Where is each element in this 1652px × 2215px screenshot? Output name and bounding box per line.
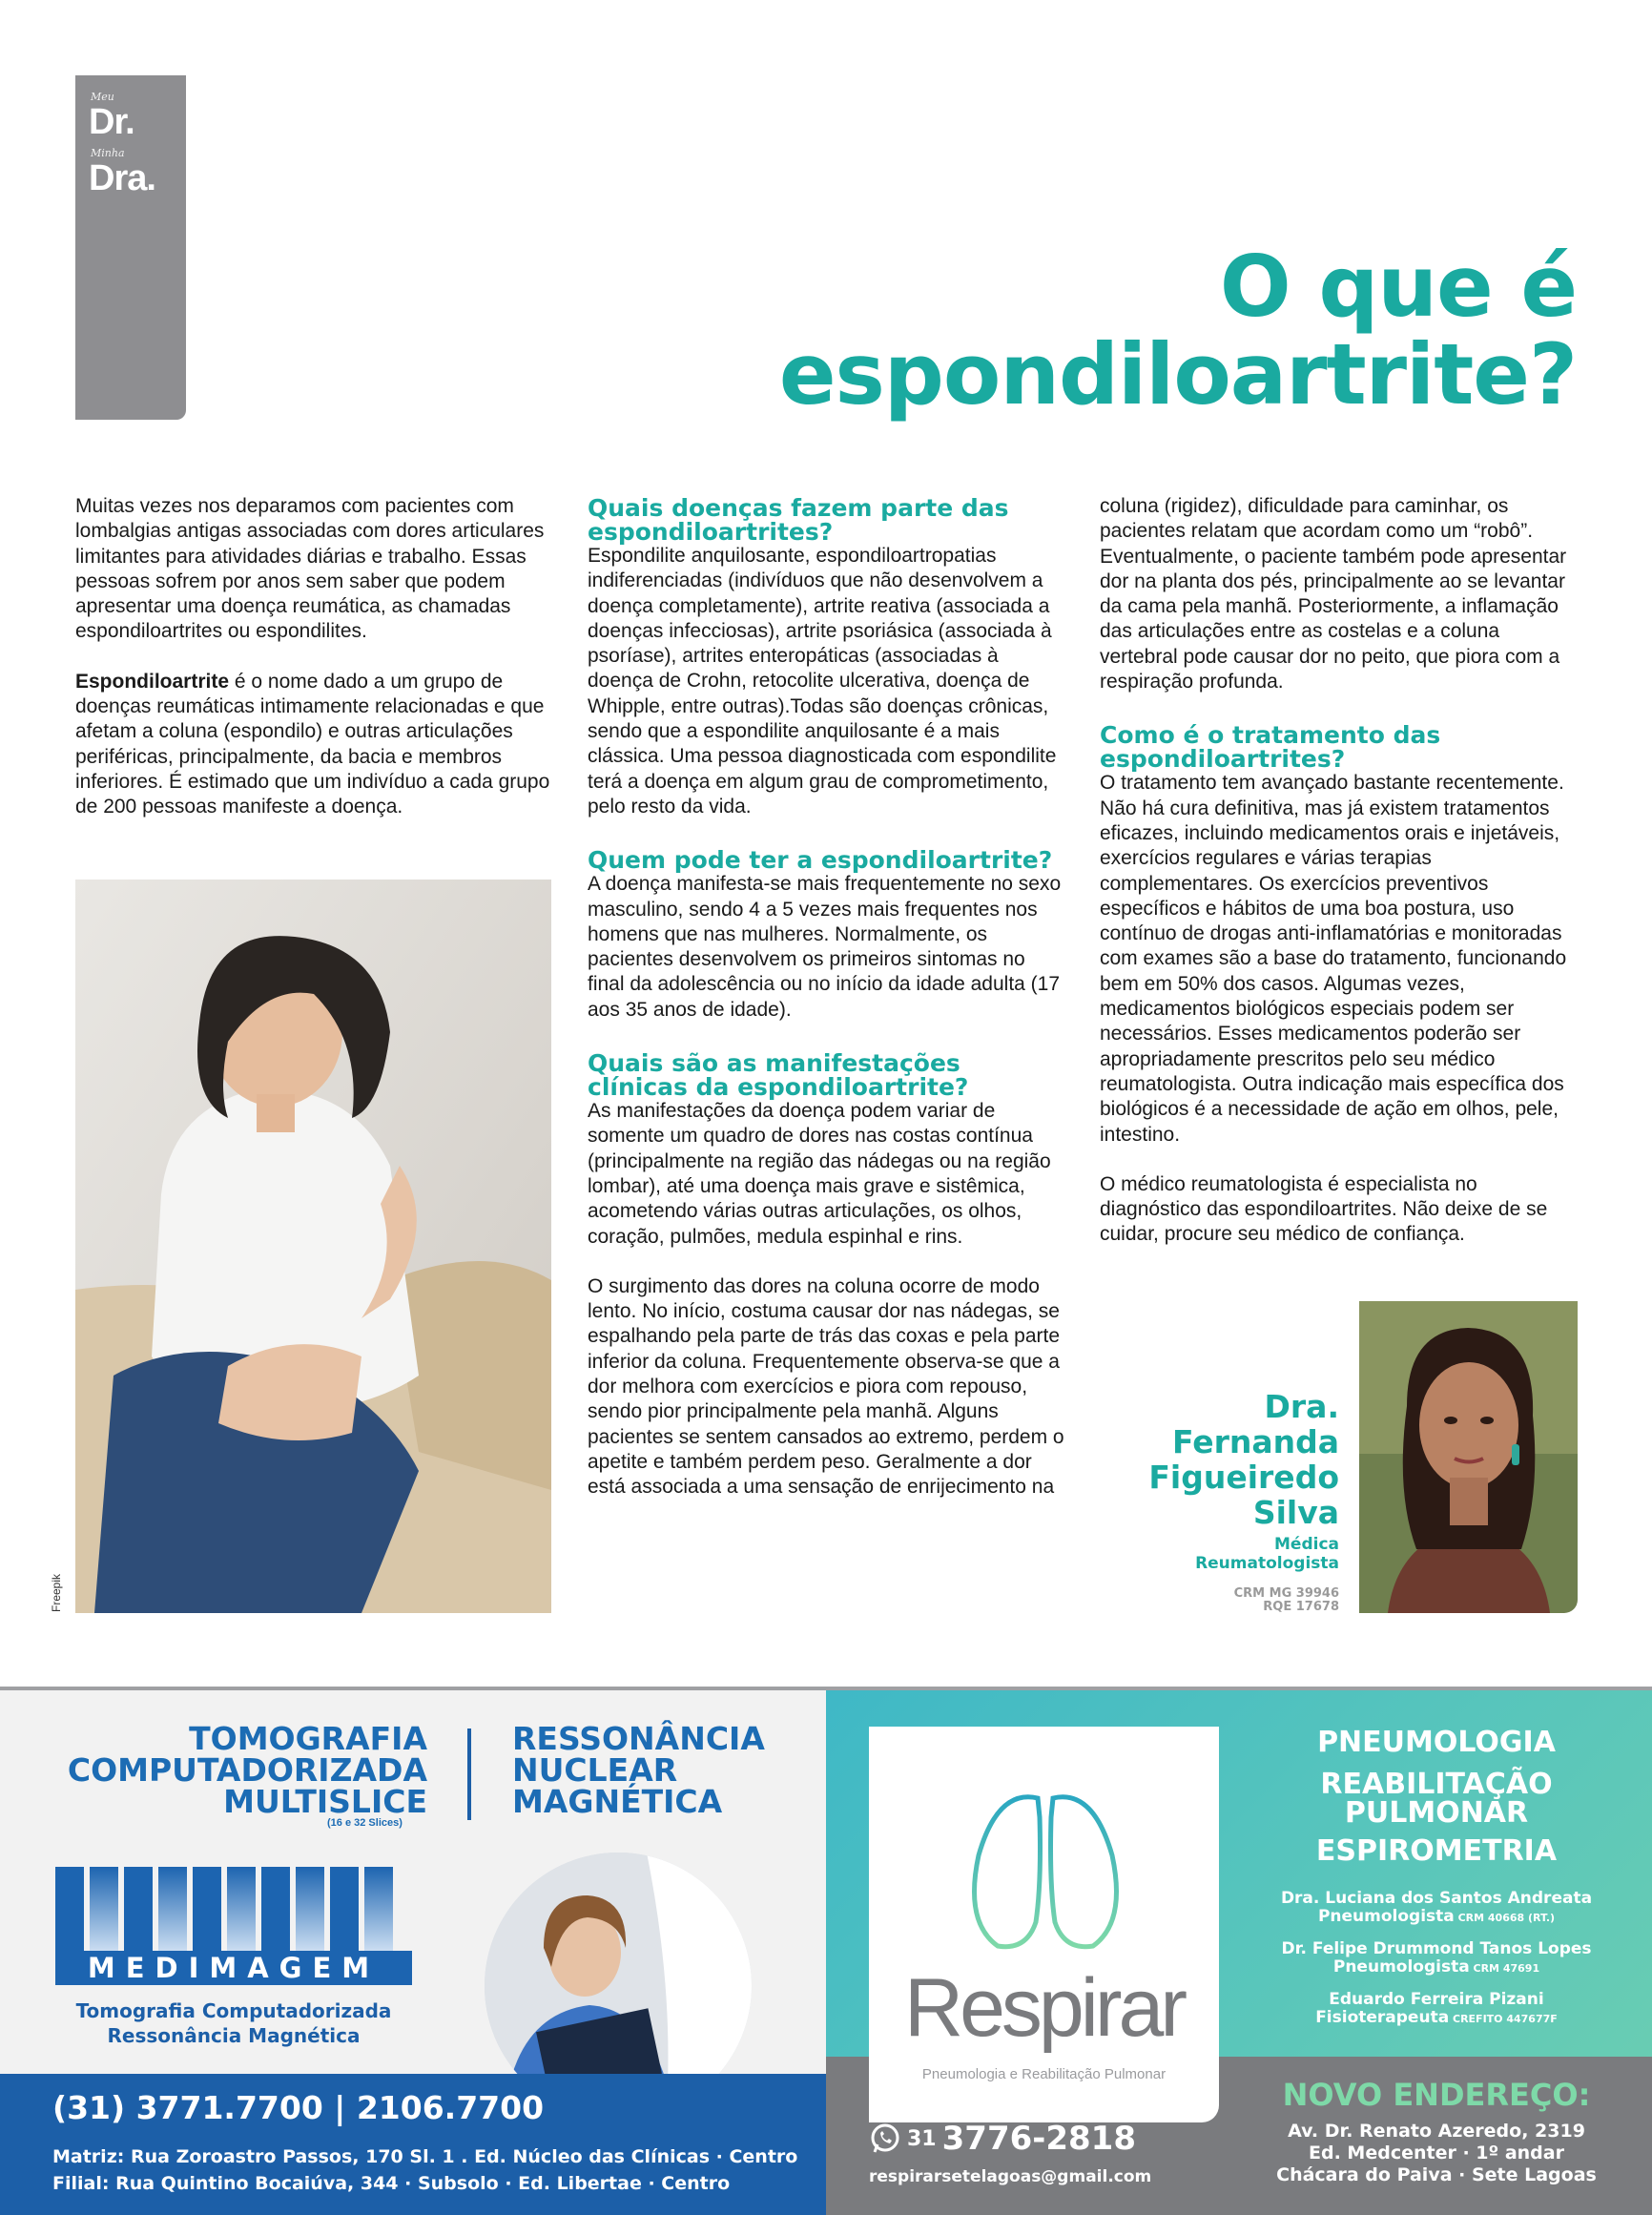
address-line: Ed. Medcenter · 1º andar [1309,2143,1564,2163]
medimagem-services [55,1998,412,2048]
new-address-heading: NOVO ENDEREÇO: [1282,2077,1591,2113]
doctor-name: Eduardo Ferreira Pizani [1329,1990,1544,2009]
author-name-line: Dra. [1264,1388,1339,1425]
doctor-role: Pneumologista [1332,1957,1470,1977]
doctor-role: Fisioterapeuta [1315,2008,1450,2027]
author-name-line: Figueiredo [1148,1459,1339,1496]
respirar-email: respirarsetelagoas@gmail.com [869,2167,1152,2186]
rqe-number: RQE 17678 [1263,1600,1339,1614]
article-column-3 [1100,494,1579,1248]
term-bold: Espondiloartrite [75,670,230,693]
tomography-heading [67,1720,427,1820]
heading-divider [467,1729,471,1820]
badge-dr: Dr. [89,102,134,142]
doctor-entry [1246,1991,1627,2028]
service-heading: PNEUMOLOGIA [1317,1726,1556,1759]
badge-small-text: Meu [91,91,114,103]
doctor-name: Dr. Felipe Drummond Tanos Lopes [1281,1939,1592,1958]
page-title [778,238,1577,424]
author-photo [1359,1301,1578,1613]
service-heading: PULMONAR [1344,1796,1529,1830]
address-text: Rua Quintino Bocaiúva, 344 · Subsolo · Ed. Libertae · Centro [109,2173,731,2194]
doctor-registration: CREFITO 447677F [1449,2013,1558,2025]
phone-number: 3776-2818 [941,2120,1136,2158]
section-heading: Como é o tratamento das espondiloartrites? [1100,721,1441,774]
respirar-logo-card [869,1727,1219,2122]
respirar-phone [869,2120,1136,2158]
heading-line: RESSONÂNCIA [512,1720,765,1757]
medimagem-ad [0,1687,826,2215]
whatsapp-icon [869,2122,901,2155]
paragraph: coluna (rigidez), dificuldade para caminhar, os pacientes relatam que acordam como um “robô”. Eventualmente, o paciente também pode apresentar dor na planta dos pés, principalmente ao se levantar da cama pela manhã. Posteriormente, a inflamação das articulações entre as costelas e a coluna vertebral pode causar dor no peito, que piora com a respiração profunda. [1100,495,1567,693]
article-column-2 [588,496,1066,1501]
title-line: O que é [1219,238,1577,336]
author-registration [1234,1587,1339,1614]
author-name [1148,1389,1339,1530]
address-label: Filial: [52,2173,110,2194]
doctor-registration: CRM 40668 (RT.) [1454,1912,1556,1924]
address-filial [52,2173,730,2194]
resonance-heading [512,1720,765,1820]
article-column-1 [75,494,556,820]
badge-small-text: Minha [91,147,125,159]
woman-back-pain-photo [75,880,551,1613]
lungs-icon [960,1779,1131,1960]
address-matriz [52,2146,797,2167]
respirar-tagline: Pneumologia e Reabilitação Pulmonar [921,2066,1167,2082]
paragraph: As manifestações da doença podem variar de somente um quadro de dores nas costas contínua (principalmente na região das nádegas ou na região lombar), até uma doença mais grave e sistêmica, acometendo várias outras articulações, os olhos, coração, pulmões, medula espinhal e rins. [588,1100,1051,1248]
paragraph: O tratamento tem avançado bastante recentemente. Não há cura definitiva, mas já existem tratamentos eficazes, incluindo medicamentos orais e injetáveis, exercícios regulares e várias terapias complementares. Os exercícios preventivos específicos e hábitos de uma boa postura, uso contínuo de drogas anti-inflamatórias e monitoradas com exames são a base do tratamento, funcionando bem em 50% dos casos. Algumas vezes, medicamentos biológicos especiais podem ser necessários. Esses medicamentos poderão ser apropriadamente prescritos pelo seu médico reumatologista. Outra indicação mais específica dos biológicos é a necessidade de ação em olhos, pele, intestino. [1100,772,1567,1146]
heading-line: NUCLEAR [512,1751,678,1789]
author-role [1195,1535,1339,1573]
heading-line: COMPUTADORIZADA [67,1751,427,1789]
paragraph: O surgimento das dores na coluna ocorre de modo lento. No início, costuma causar dor nas nádegas, se espalhando pela parte de trás das coxas e pela parte inferior da coluna. Frequentemente observa-se que a dor melhora com exercícios e piora com repouso, sendo pior principalmente pela manhã. Alguns pacientes se sentem cansados ao extremo, perdem o apetite e também perdem peso. Geralmente a dor está associada a uma sensação de enrijecimento na [588,1274,1064,1499]
respirar-logo: Respirar [904,1962,1184,2054]
photo-credit: Freepik [50,1573,63,1612]
section-heading: Quais são as manifestações clínicas da espondiloartrite? [588,1049,969,1102]
doctor-name: Dra. Luciana dos Santos Andreata [1280,1889,1593,1908]
paragraph: O médico reumatologista é especialista no diagnóstico das espondiloartrites. Não deixe de se cuidar, procure seu médico de confiança. [1100,1172,1548,1246]
address-text: Rua Zoroastro Passos, 170 Sl. 1 . Ed. Núcleo das Clínicas · Centro [124,2146,798,2167]
doctor-entry [1246,1940,1627,1977]
doctor-role: Pneumologista [1317,1907,1455,1926]
paragraph: Muitas vezes nos deparamos com pacientes com lombalgias antigas associadas com dores articulares limitantes para atividades diárias e trabalho. Essas pessoas sofrem por anos sem saber que podem apresentar uma doença reumática, as chamadas espondiloartrites ou espondilites. [75,495,545,643]
author-role-line: Médica [1274,1535,1339,1554]
heading-line: MULTISLICE [223,1783,427,1820]
section-heading: Quem pode ter a espondiloartrite? [588,846,1053,875]
author-name-line: Silva [1252,1494,1339,1531]
service-heading: REABILITAÇÃO [1320,1768,1553,1801]
author-name-line: Fernanda [1171,1423,1339,1460]
service-line: Ressonância Magnética [107,2024,361,2047]
doctor-entry [1246,1890,1627,1927]
paragraph [75,670,556,820]
service-heading: ESPIROMETRIA [1315,1834,1558,1868]
column-badge [75,75,186,420]
medimagem-logo: MEDIMAGEM [55,1951,412,1985]
address-line: Av. Dr. Renato Azeredo, 2319 [1288,2121,1585,2142]
paragraph: Espondilite anquilosante, espondiloartropatias indiferenciadas (indivíduos que não desenvolvem a doença completamente), artrite reativa (associada a doenças infecciosas), artrite psoriásica (associada à psoríase), artrites enteropáticas (associadas à doença de Crohn, retocolite ulcerativa, doença de Whipple, entre outras).Todas são doenças crônicas, sendo que a espondilite anquilosante é a mais clássica. Uma pessoa diagnosticada com espondilite terá a doença em algum grau de comprometimento, pelo resto da vida. [588,545,1057,818]
slices-note: (16 e 32 Slices) [327,1817,403,1829]
title-line: espondiloartrite? [778,325,1577,424]
medimagem-phone: (31) 3771.7700 | 2106.7700 [52,2089,545,2126]
paragraph: A doença manifesta-se mais frequentemente no sexo masculino, sendo 4 a 5 vezes mais frequentes nos homens que nas mulheres. Normalmente, os pacientes desenvolvem os primeiros sintomas no final da adolescência ou no início da idade adulta (17 aos 35 anos de idade). [588,873,1062,1021]
address-label: Matriz: [52,2146,125,2167]
phone-area-code: 31 [907,2126,937,2151]
crm-number: CRM MG 39946 [1233,1586,1339,1601]
respirar-ad [826,1687,1652,2215]
section-heading: Quais doenças fazem parte das espondiloartrites? [588,494,1009,546]
paragraph-text: é o nome dado a um grupo de doenças reumáticas intimamente relacionadas e que afetam a coluna (espondilo) e outras articulações periféricas, principalmente, da bacia e membros inferiores. É estimado que um indivíduo a cada grupo de 200 pessoas manifeste a doença. [75,670,550,818]
badge-dra: Dra. [89,158,155,198]
doctor-registration: CRM 47691 [1469,1962,1540,1975]
address-line: Chácara do Paiva · Sete Lagoas [1276,2164,1597,2185]
heading-line: TOMOGRAFIA [189,1720,427,1757]
author-role-line: Reumatologista [1195,1554,1339,1573]
service-line: Tomografia Computadorizada [75,1999,392,2022]
heading-line: MAGNÉTICA [512,1783,723,1820]
